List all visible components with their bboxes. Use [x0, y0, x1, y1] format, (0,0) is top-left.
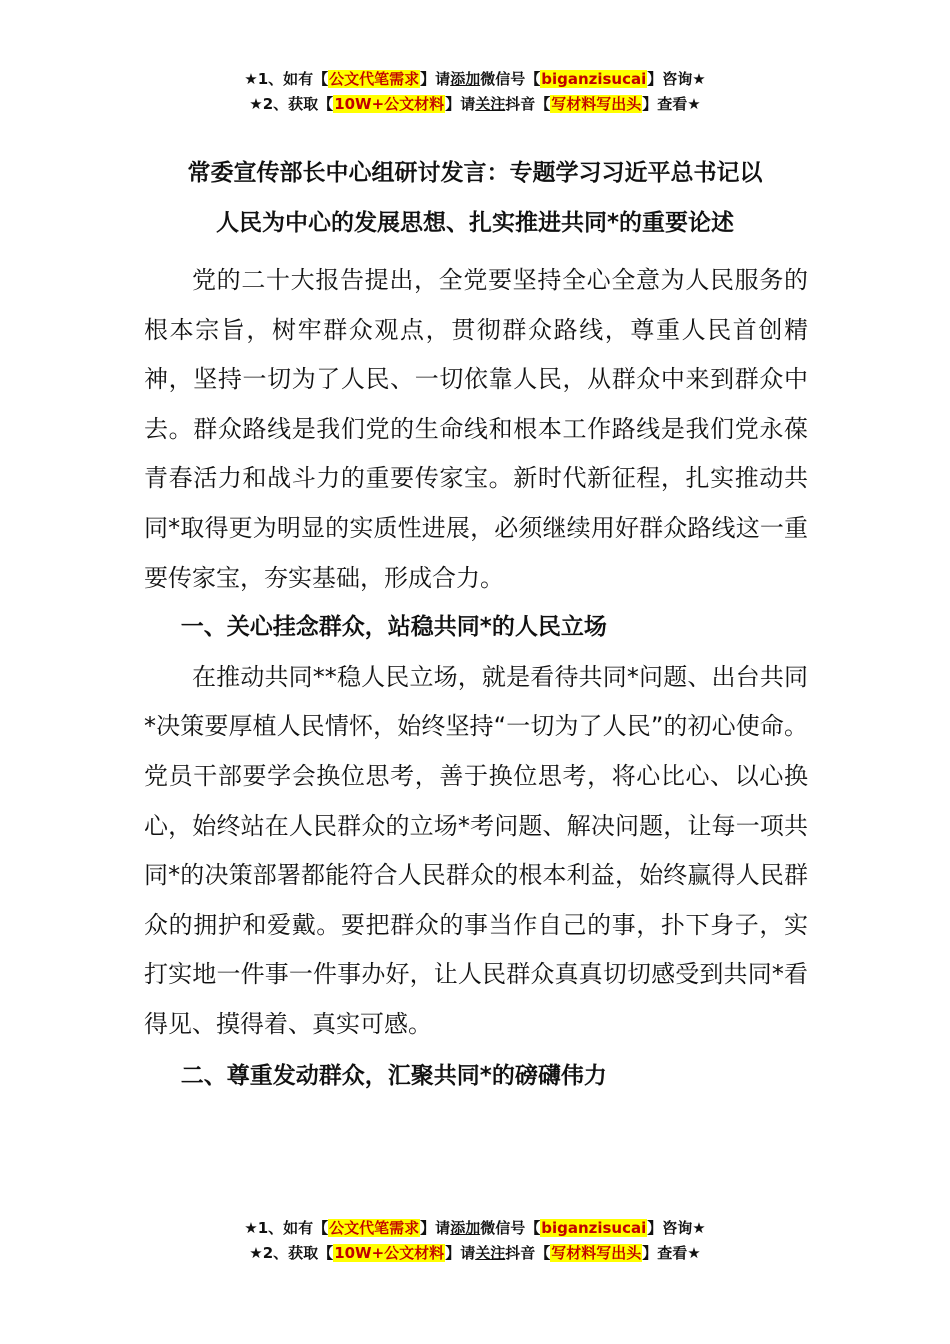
paragraph-intro: 党的二十大报告提出，全党要坚持全心全意为人民服务的根本宗旨，树牢群众观点，贯彻群众路线，尊重人民首创精神，坚持一切为了人民、一切依靠人民，从群众中来到群众中去。群众路线是我们党的生命线和根本工作路线是我们党永葆青春活力和战斗力的重要传家宝。新时代新征程，扎实推动共同*取得更为明显的实质性进展，必须继续用好群众路线这一重要传家宝，夯实基础，形成合力。 [144, 266, 808, 592]
footer-highlight-materials: 10W+公文材料 [334, 1244, 445, 1262]
highlight-douyin: 写材料写出头 [551, 95, 642, 113]
footer-highlight-wechat-id: biganzisucai [541, 1219, 647, 1237]
footer-highlight-service: 公文代笔需求 [329, 1219, 420, 1237]
highlight-wechat-id: biganzisucai [541, 70, 647, 88]
title-line-1: 常委宣传部长中心组研讨发言：专题学习习近平总书记以 [187, 160, 763, 186]
document-body [144, 256, 808, 1101]
footer-underline-add: 添加 [450, 1219, 481, 1237]
highlight-service: 公文代笔需求 [329, 70, 420, 88]
footer-highlight-douyin: 写材料写出头 [551, 1244, 642, 1262]
header-banner [0, 67, 950, 117]
title-line-2: 人民为中心的发展思想、扎实推进共同*的重要论述 [215, 210, 735, 236]
footer-banner [0, 1216, 950, 1266]
section-heading-1: 一、关心挂念群众，站稳共同*的人民立场 [180, 614, 607, 641]
document-title [110, 148, 840, 248]
footer-line-1: ★1、如有【公文代笔需求】请添加微信号【biganzisucai】咨询★ [244, 1219, 706, 1237]
footer-underline-follow: 关注 [475, 1244, 506, 1262]
section-heading-2: 二、尊重发动群众，汇聚共同*的磅礴伟力 [180, 1062, 607, 1089]
banner-line-2: ★2、获取【10W+公文材料】请关注抖音【写材料写出头】查看★ [249, 95, 701, 113]
underline-follow: 关注 [475, 95, 506, 113]
underline-add: 添加 [450, 70, 481, 88]
highlight-materials: 10W+公文材料 [334, 95, 445, 113]
footer-line-2: ★2、获取【10W+公文材料】请关注抖音【写材料写出头】查看★ [249, 1244, 701, 1262]
banner-line-1: ★1、如有【公文代笔需求】请添加微信号【biganzisucai】咨询★ [244, 70, 706, 88]
paragraph-section-1: 在推动共同**稳人民立场，就是看待共同*问题、出台共同*决策要厚植人民情怀，始终坚持“一切为了人民”的初心使命。党员干部要学会换位思考，善于换位思考，将心比心、以心换心，始终站在人民群众的立场*考问题、解决问题，让每一项共同*的决策部署都能符合人民群众的根本利益，始终赢得人民群众的拥护和爱戴。要把群众的事当作自己的事，扑下身子，实打实地一件事一件事办好，让人民群众真真切切感受到共同*看得见、摸得着、真实可感。 [144, 662, 808, 1038]
